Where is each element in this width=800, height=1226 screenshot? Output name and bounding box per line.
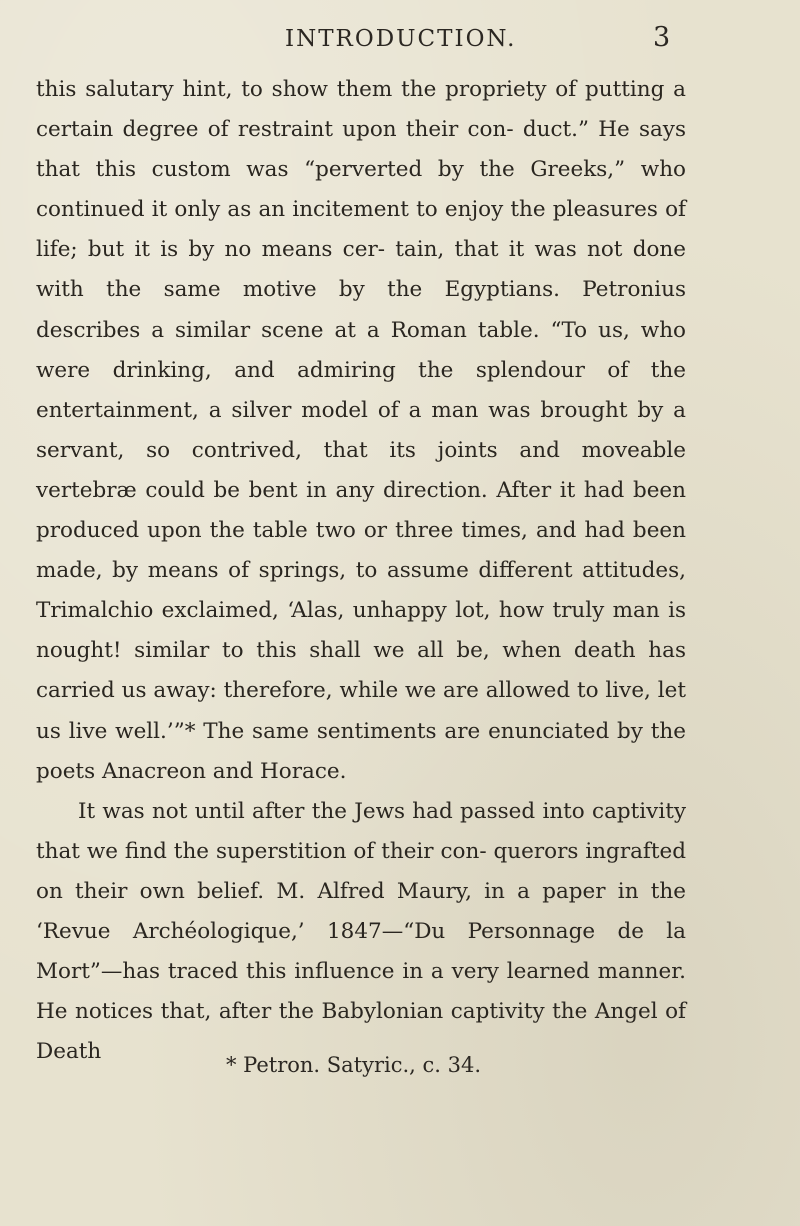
body-text [36,70,686,1072]
running-head [0,22,800,62]
footnote: * Petron. Satyric., c. 34. [226,1053,482,1077]
running-title: INTRODUCTION. [285,26,517,52]
paragraph: this salutary hint, to show them the propriety of putting a certain degree of restraint upon their con- duct.” He says that this custom was “perverted by the Greeks,” who continued it only as an incitement to enjoy the pleasures of life; but it is by no means cer- tain, that it was not done with the same motive by the Egyptians. Petronius describes a similar scene at a Roman table. “To us, who were drinking, and admiring the splendour of the entertainment, a silver model of a man was brought by a servant, so contrived, that its joints and moveable vertebræ could be bent in any direction. After it had been produced upon the table two or three times, and had been made, by means of springs, to assume different attitudes, Trimalchio exclaimed, ‘Alas, unhappy lot, how truly man is nought! similar to this shall we all be, when death has carried us away: therefore, while we are allowed to live, let us live well.’”* The same sentiments are enunciated by the poets Anacreon and Horace. [36,77,686,784]
paragraph: It was not until after the Jews had passed into captivity that we find the superstition of their con- querors ingrafted on their own belief. M. Alfred Maury, in a paper in the ‘Revue Archéologique,’ 1847—“Du Personnage de la Mort”—has traced this influence in a very learned manner. He notices that, after the Babylonian captivity the Angel of Death [36,798,686,1065]
page-number: 3 [653,22,671,53]
